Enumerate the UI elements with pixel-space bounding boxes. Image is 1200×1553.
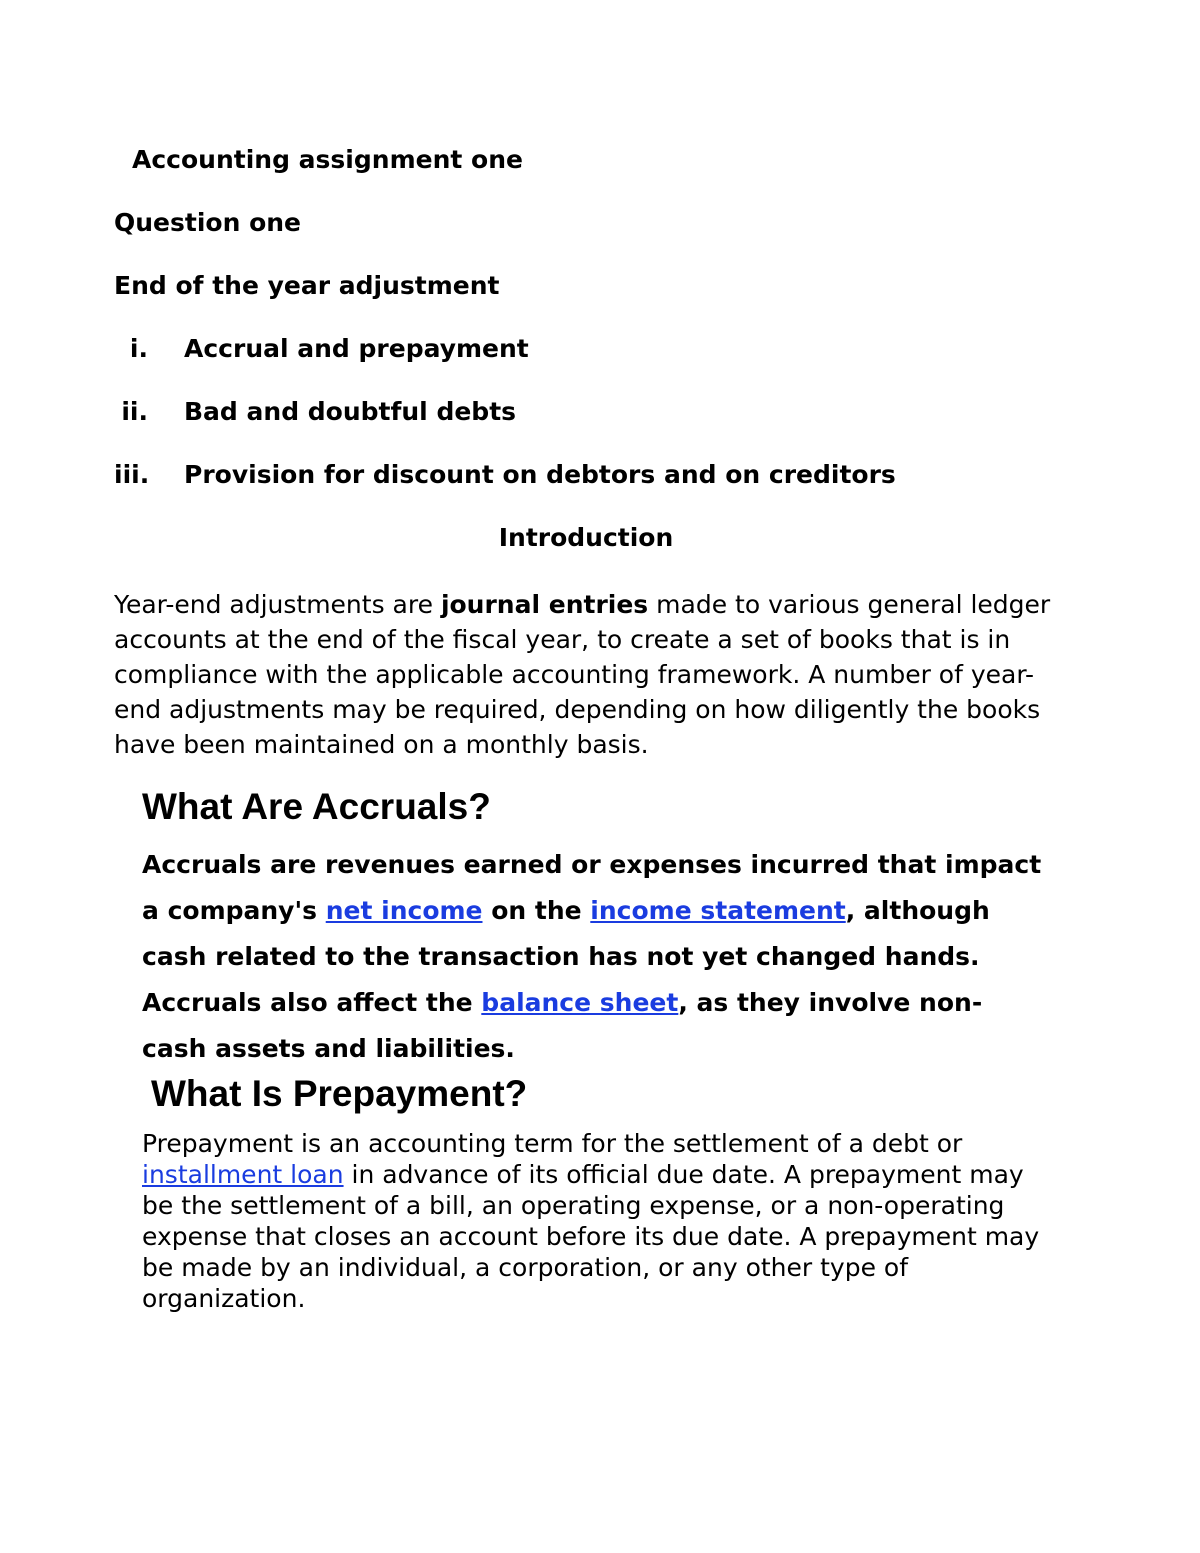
list-item-number: iii. [114, 460, 150, 489]
prepayment-text-2: in advance of its official due date. A prepayment may be the settlement of a bill, an operating expense, or a non-operating expense that closes an account before its due date. A prepayment may be made by an individual, a corporation, or any other type of organization. [142, 1160, 1040, 1313]
net-income-link[interactable]: net income [325, 896, 483, 925]
list-item-number: ii. [121, 397, 148, 426]
list-item-number: i. [129, 334, 148, 363]
document-title: Accounting assignment one [132, 145, 523, 174]
list-item-text: Accrual and prepayment [184, 334, 529, 363]
section-heading: End of the year adjustment [114, 271, 500, 300]
list-item [114, 397, 1014, 429]
accruals-text-4: , as they involve non-cash assets and liabilities. [142, 988, 983, 1063]
accruals-text-1: Accruals are revenues earned or expenses incurred that impact a company's [142, 850, 1042, 925]
list-item-text: Bad and doubtful debts [184, 397, 517, 426]
list-item-text: Provision for discount on debtors and on creditors [184, 460, 896, 489]
list-item [114, 460, 1014, 492]
accruals-heading: What Are Accruals? [142, 786, 491, 827]
accruals-text-2: on the [482, 896, 591, 925]
intro-text-start: Year-end adjustments are [114, 590, 441, 619]
income-statement-link[interactable]: income statement [590, 896, 846, 925]
question-heading: Question one [114, 208, 302, 237]
prepayment-text-1: Prepayment is an accounting term for the settlement of a debt or [142, 1129, 963, 1158]
accruals-paragraph [142, 842, 1042, 1072]
prepayment-paragraph [142, 1128, 1042, 1314]
introduction-heading: Introduction [498, 523, 674, 552]
list-item [114, 334, 1014, 366]
installment-loan-link[interactable]: installment loan [142, 1160, 344, 1189]
accruals-text-3: , although cash related to the transaction has not yet changed hands. Accruals also affect the [142, 896, 990, 1017]
prepayment-heading: What Is Prepayment? [151, 1073, 528, 1114]
intro-bold-term: journal entries [440, 590, 649, 619]
balance-sheet-link[interactable]: balance sheet [481, 988, 679, 1017]
introduction-paragraph [114, 587, 1064, 762]
intro-text-end: made to various general ledger accounts at the end of the fiscal year, to create a set of books that is in compliance with the applicable accounting framework. A number of year-end adjustments may be required, depending on how diligently the books have been maintained on a monthly basis. [114, 590, 1051, 759]
